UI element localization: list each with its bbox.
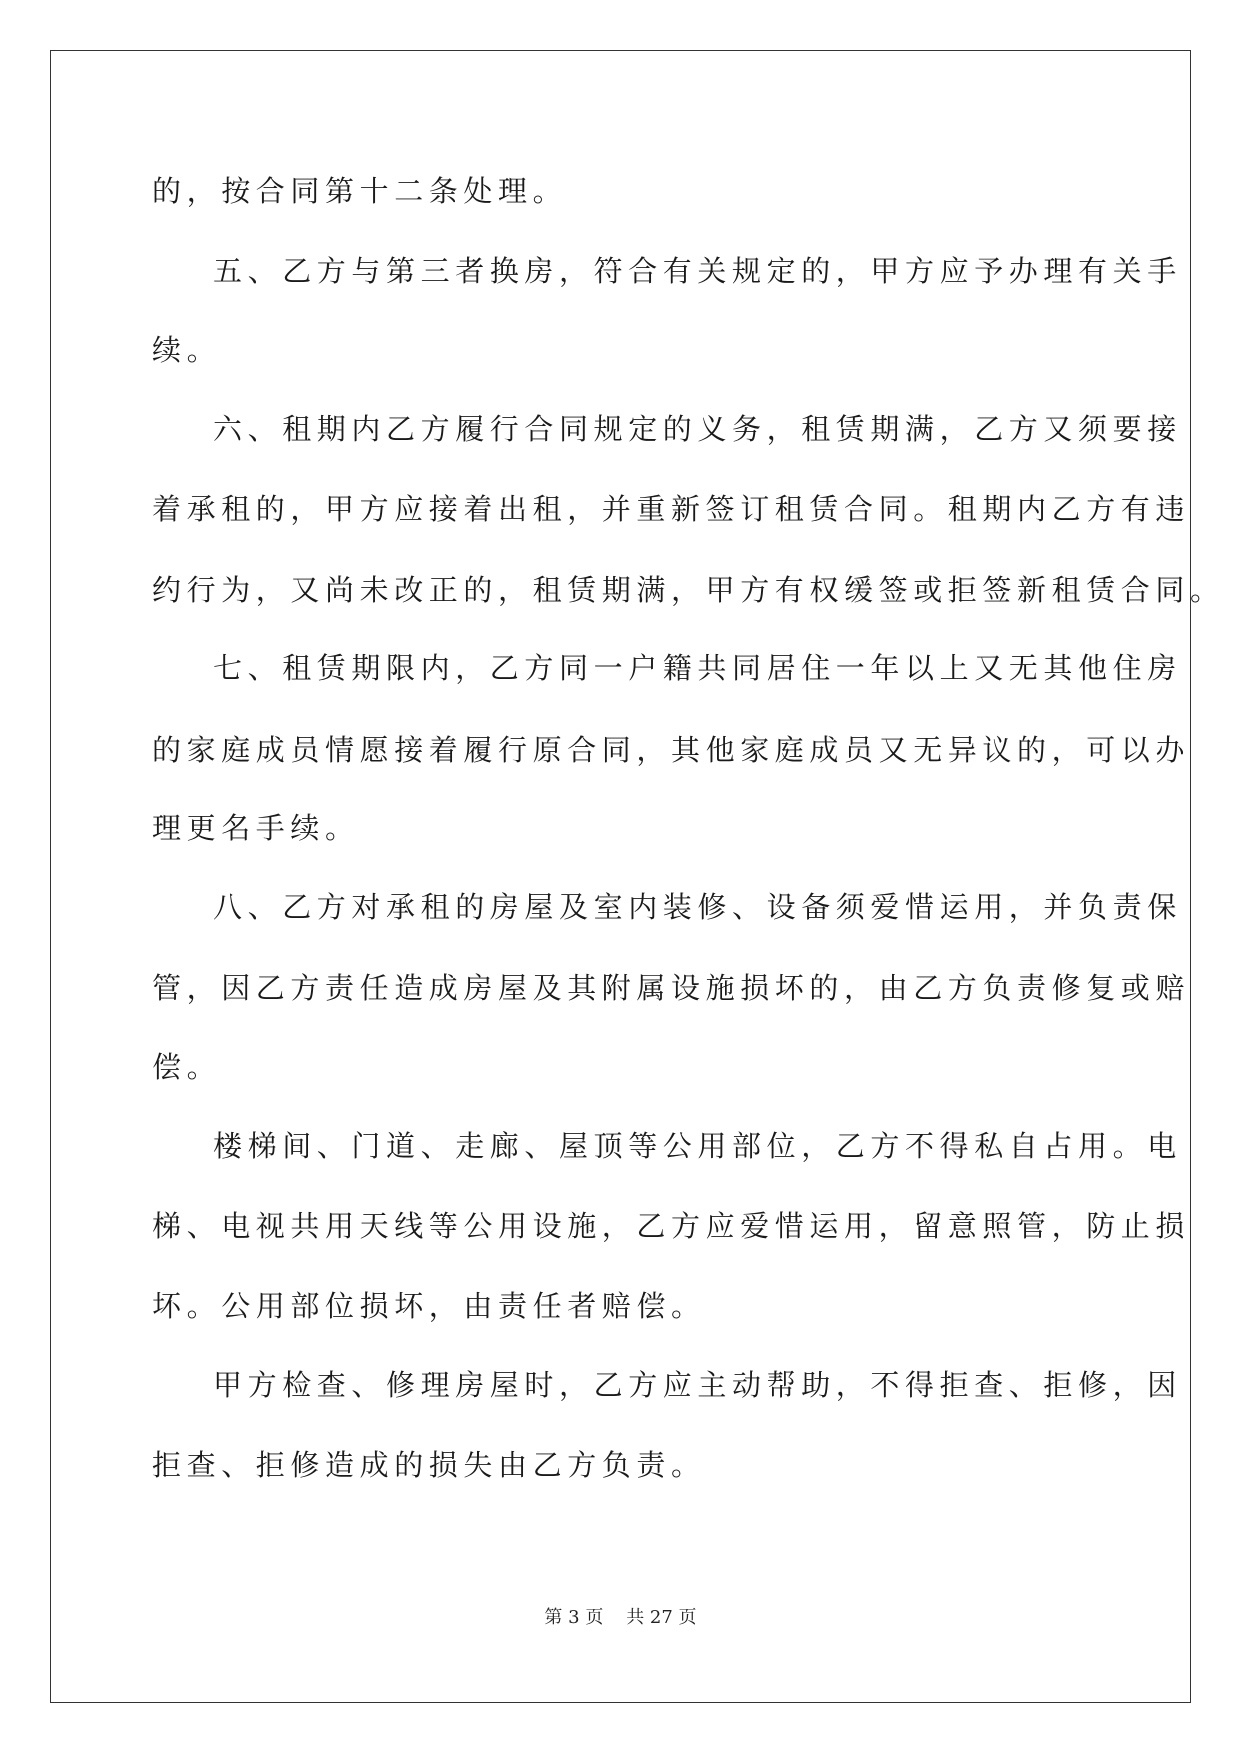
body-line-15: 坏。公用部位损坏，由责任者赔偿。 <box>152 1289 706 1323</box>
body-line-17: 拒查、拒修造成的损失由乙方负责。 <box>152 1448 706 1482</box>
body-line-12: 偿。 <box>152 1050 222 1084</box>
body-line-11: 管，因乙方责任造成房屋及其附属设施损坏的，由乙方负责修复或赔 <box>152 971 1191 1005</box>
body-line-6: 约行为，又尚未改正的，租赁期满，甲方有权缓签或拒签新租赁合同。 <box>152 573 1225 607</box>
body-line-14: 梯、电视共用天线等公用设施，乙方应爱惜运用，留意照管，防止损 <box>152 1209 1191 1243</box>
body-line-1: 的，按合同第十二条处理。 <box>152 174 568 208</box>
body-line-16: 甲方检查、修理房屋时，乙方应主动帮助，不得拒查、拒修，因 <box>213 1368 1182 1402</box>
body-line-2: 五、乙方与第三者换房，符合有关规定的，甲方应予办理有关手 <box>213 254 1182 288</box>
body-line-9: 理更名手续。 <box>152 811 360 845</box>
body-line-4: 六、租期内乙方履行合同规定的义务，租赁期满，乙方又须要接 <box>213 412 1182 446</box>
body-line-7: 七、租赁期限内，乙方同一户籍共同居住一年以上又无其他住房 <box>213 651 1182 685</box>
body-line-8: 的家庭成员情愿接着履行原合同，其他家庭成员又无异议的，可以办 <box>152 733 1191 767</box>
body-line-5: 着承租的，甲方应接着出租，并重新签订租赁合同。租期内乙方有违 <box>152 492 1191 526</box>
page-number-footer: 第 3 页 共 27 页 <box>544 1607 697 1628</box>
body-line-3: 续。 <box>152 333 222 367</box>
body-line-10: 八、乙方对承租的房屋及室内装修、设备须爱惜运用，并负责保 <box>213 890 1182 924</box>
body-line-13: 楼梯间、门道、走廊、屋顶等公用部位，乙方不得私自占用。电 <box>213 1129 1182 1163</box>
